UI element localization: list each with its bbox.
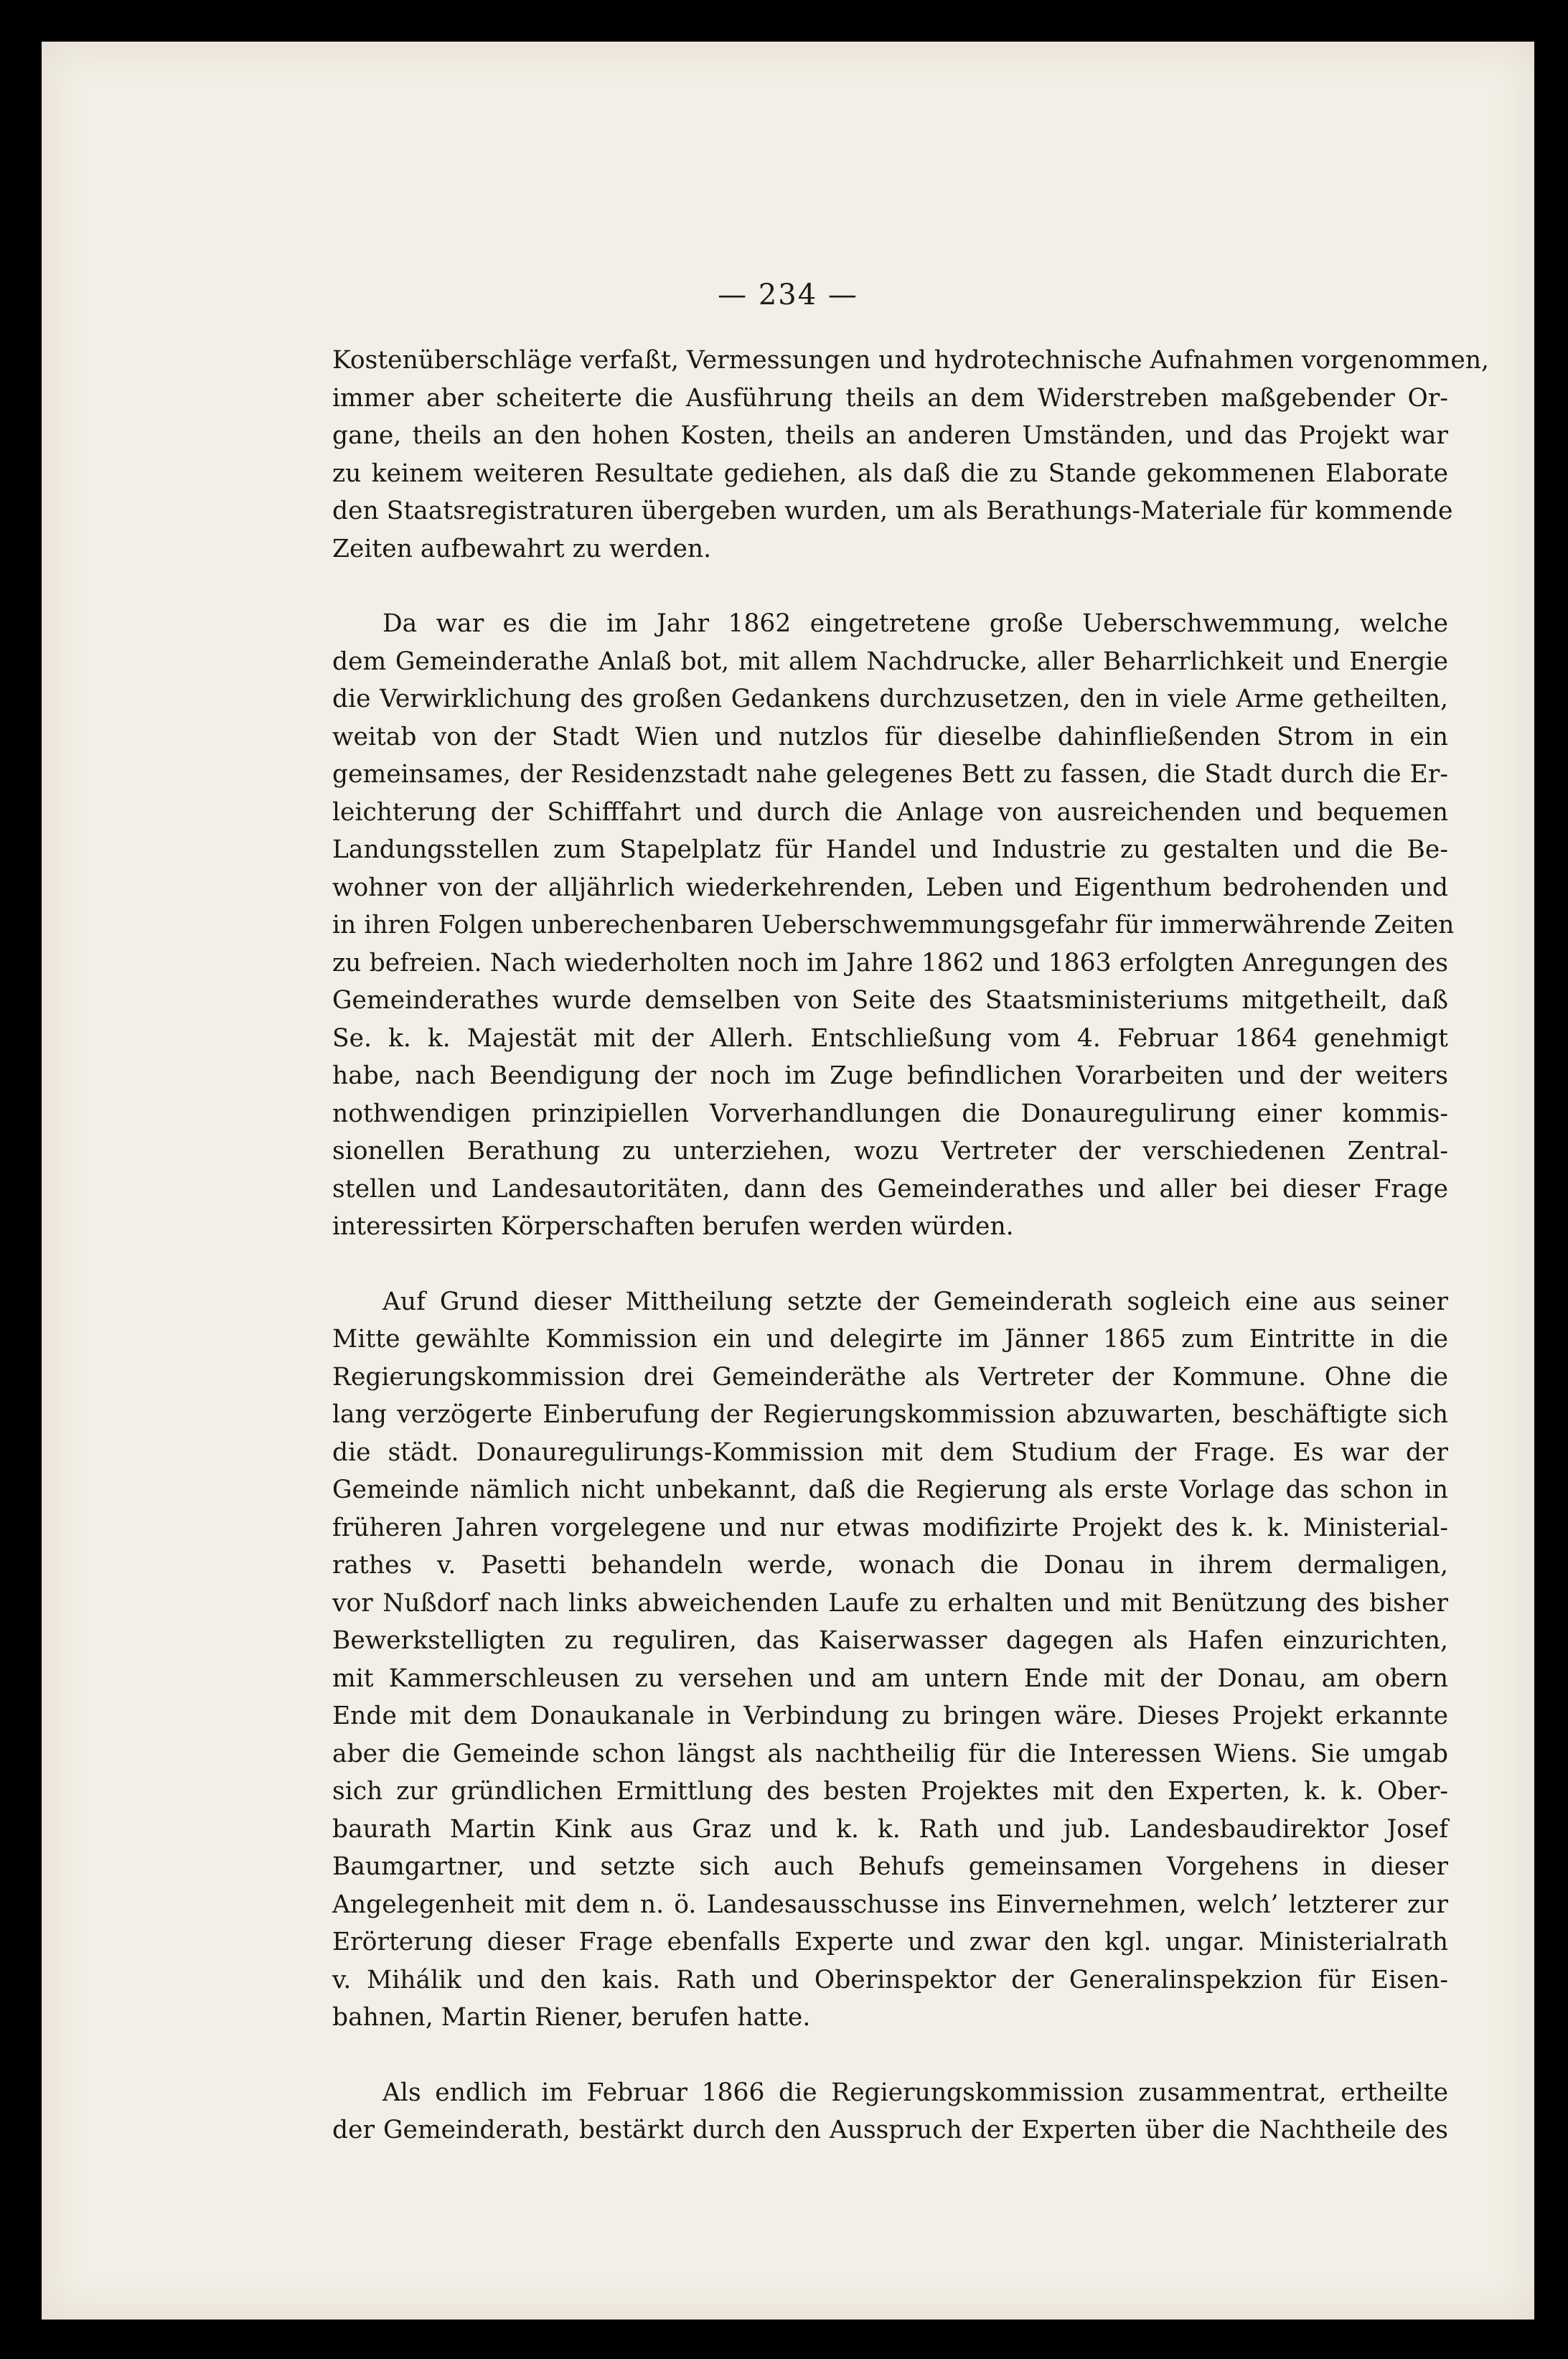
text-line: Landungsstellen zum Stapelplatz für Handel und Industrie zu gestalten und die Be- <box>332 835 1448 864</box>
page-number: — 234 — <box>718 278 858 311</box>
text-line: die städt. Donauregulirungs-Kommission mit dem Studium der Frage. Es war der <box>332 1438 1448 1467</box>
text-line: gemeinsames, der Residenzstadt nahe gelegenes Bett zu fassen, die Stadt durch die Er- <box>332 760 1448 789</box>
text-line: gane, theils an den hohen Kosten, theils an anderen Umständen, und das Projekt war <box>332 421 1448 450</box>
text-line: Gemeinde nämlich nicht unbekannt, daß die Regierung als erste Vorlage das schon in <box>332 1476 1448 1504</box>
text-line: vor Nußdorf nach links abweichenden Laufe zu erhalten und mit Benützung des bisher <box>332 1588 1448 1618</box>
text-line: Da war es die im Jahr 1862 eingetretene große Ueberschwemmung, welche <box>382 609 1448 638</box>
text-line: früheren Jahren vorgelegene und nur etwas modifizirte Projekt des k. k. Ministerial- <box>332 1513 1448 1542</box>
text-line: Mitte gewählte Kommission ein und delegirte im Jänner 1865 zum Eintritte in die <box>332 1325 1448 1354</box>
text-line: lang verzögerte Einberufung der Regierungskommission abzuwarten, beschäftigte sich <box>332 1400 1448 1429</box>
text-line: baurath Martin Kink aus Graz und k. k. Rath und jub. Landesbaudirektor Josef <box>332 1814 1448 1844</box>
text-line: Auf Grund dieser Mittheilung setzte der Gemeinderath sogleich eine aus seiner <box>382 1287 1448 1316</box>
text-line: Bewerkstelligten zu reguliren, das Kaiserwasser dagegen als Hafen einzurichten, <box>332 1626 1448 1655</box>
text-line: Als endlich im Februar 1866 die Regierungskommission zusammentrat, ertheilte <box>382 2078 1448 2107</box>
text-line: die Verwirklichung des großen Gedankens durchzusetzen, den in viele Arme getheilten, <box>332 685 1448 713</box>
text-line: Gemeinderathes wurde demselben von Seite des Staatsministeriums mitgetheilt, daß <box>332 986 1448 1015</box>
paragraph-4 <box>332 2074 1448 2149</box>
text-line: Ende mit dem Donaukanale in Verbindung zu bringen wäre. Dieses Projekt erkannte <box>332 1702 1448 1730</box>
text-line: rathes v. Pasetti behandeln werde, wonach die Donau in ihrem dermaligen, <box>332 1551 1448 1580</box>
text-line: stellen und Landesautoritäten, dann des Gemeinderathes und aller bei dieser Frage <box>332 1174 1448 1204</box>
text-line: der Gemeinderath, bestärkt durch den Ausspruch der Experten über die Nachtheile des <box>332 2116 1448 2144</box>
text-line: Baumgartner, und setzte sich auch Behufs gemeinsamen Vorgehens in dieser <box>332 1852 1448 1881</box>
text-line: sich zur gründlichen Ermittlung des besten Projektes mit den Experten, k. k. Ober- <box>332 1777 1448 1806</box>
body-text <box>332 342 1490 2187</box>
text-line: Erörterung dieser Frage ebenfalls Experte und zwar den kgl. ungar. Ministerialrath <box>332 1928 1448 1956</box>
text-line: dem Gemeinderathe Anlaß bot, mit allem Nachdrucke, aller Beharrlichkeit und Energie <box>332 647 1448 676</box>
book-page <box>42 42 1534 2320</box>
text-line: den Staatsregistraturen übergeben wurden, um als Berathungs-Materiale für kommende <box>332 497 1453 525</box>
text-line: Angelegenheit mit dem n. ö. Landesausschusse ins Einvernehmen, welch’ letzterer zur <box>332 1890 1448 1919</box>
text-line: interessirten Körperschaften berufen werden würden. <box>332 1212 1014 1241</box>
text-line: nothwendigen prinzipiellen Vorverhandlungen die Donauregulirung einer kommis- <box>332 1099 1448 1128</box>
text-line: mit Kammerschleusen zu versehen und am untern Ende mit der Donau, am obern <box>332 1664 1448 1693</box>
text-line: wohner von der alljährlich wiederkehrenden, Leben und Eigenthum bedrohenden und <box>332 873 1448 902</box>
text-line: Kostenüberschläge verfaßt, Vermessungen und hydrotechnische Aufnahmen vorgenommen, <box>332 346 1490 375</box>
paragraph-3 <box>332 1283 1448 2037</box>
text-line: aber die Gemeinde schon längst als nachtheilig für die Interessen Wiens. Sie umgab <box>332 1739 1448 1768</box>
text-line: zu keinem weiteren Resultate gediehen, als daß die zu Stande gekommenen Elaborate <box>332 459 1448 488</box>
text-line: habe, nach Beendigung der noch im Zuge befindlichen Vorarbeiten und der weiters <box>332 1061 1448 1090</box>
text-line: immer aber scheiterte die Ausführung theils an dem Widerstreben maßgebender Or- <box>332 383 1448 413</box>
paragraph-2 <box>332 605 1455 1246</box>
text-line: Regierungskommission drei Gemeinderäthe als Vertreter der Kommune. Ohne die <box>332 1362 1448 1392</box>
text-line: bahnen, Martin Riener, berufen hatte. <box>332 2003 811 2032</box>
text-line: leichterung der Schifffahrt und durch die Anlage von ausreichenden und bequemen <box>332 797 1448 827</box>
text-line: in ihren Folgen unberechenbaren Ueberschwemmungsgefahr für immerwährende Zeiten <box>332 911 1455 939</box>
text-line: sionellen Berathung zu unterziehen, wozu Vertreter der verschiedenen Zentral- <box>332 1137 1448 1166</box>
text-line: Se. k. k. Majestät mit der Allerh. Entschließung vom 4. Februar 1864 genehmigt <box>332 1023 1448 1053</box>
text-line: v. Mihálik und den kais. Rath und Oberinspektor der Generalinspekzion für Eisen- <box>332 1965 1448 1994</box>
text-line: zu befreien. Nach wiederholten noch im Jahre 1862 und 1863 erfolgten Anregungen des <box>332 948 1448 977</box>
text-line: Zeiten aufbewahrt zu werden. <box>332 534 712 563</box>
text-line: weitab von der Stadt Wien und nutzlos für dieselbe dahinfließenden Strom in ein <box>332 722 1448 751</box>
paragraph-1 <box>332 342 1490 568</box>
